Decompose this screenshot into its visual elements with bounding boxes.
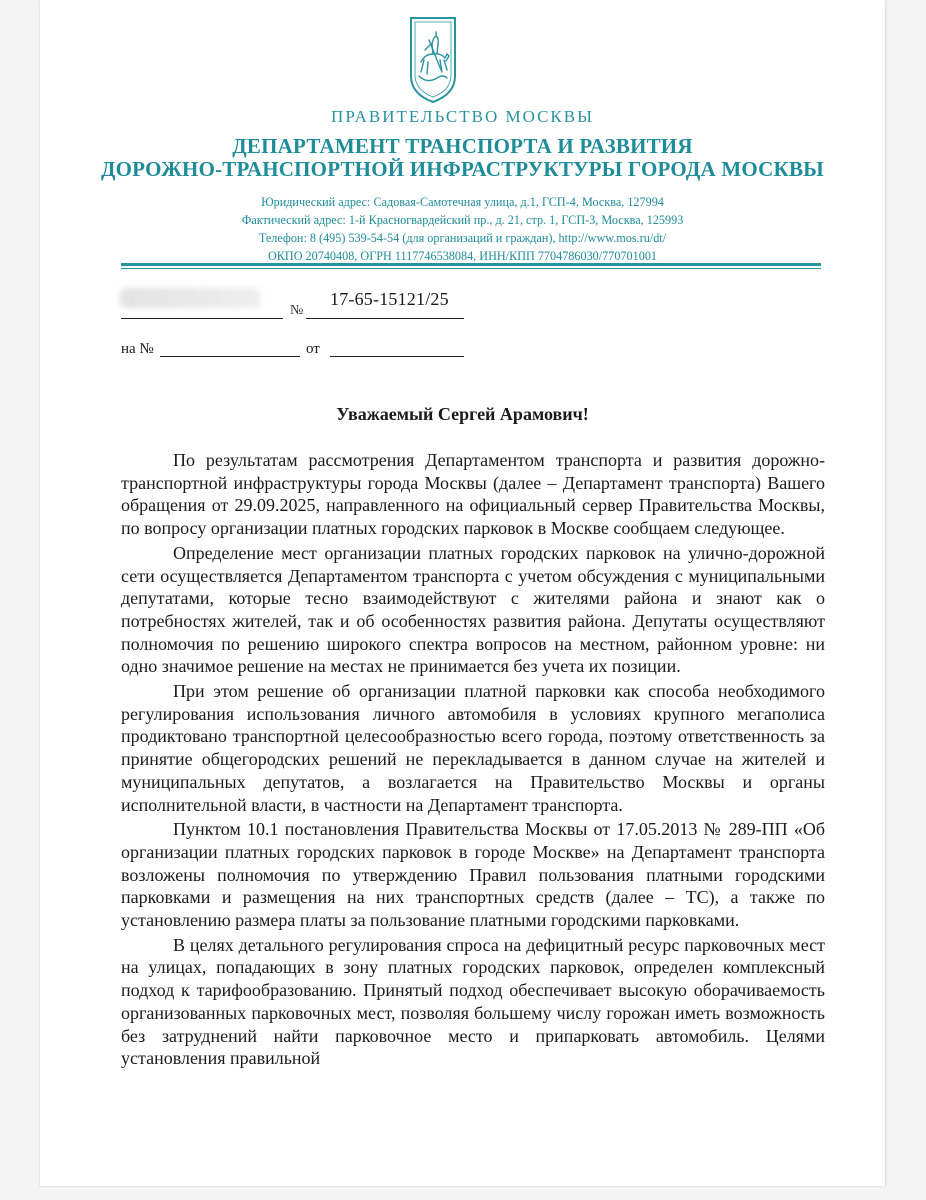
number-label: № xyxy=(290,303,304,318)
paragraph: Определение мест организации платных городских парковок на улично-дорожной сети осуществляется Департаментом транспорта с учетом обсуждения с муниципальными депутатами, которые тесно взаимодействуют с жителями района и знают как о потребностях жителей, так и об особенностях развития района. Депутаты осуществляют полномочия по решению широкого спектра вопросов на местном, районном уровне: ни одно значимое решение на местах не принимается без учета их позиции. xyxy=(121,542,825,677)
from-label: от xyxy=(306,341,320,357)
department-title-line1: ДЕПАРТАМЕНТ ТРАНСПОРТА И РАЗВИТИЯ xyxy=(232,134,693,158)
actual-address: Фактический адрес: 1-й Красногвардейский пр., д. 21, стр. 1, ГСП-3, Москва, 125993 xyxy=(241,213,684,227)
reply-to-label: на № xyxy=(121,341,154,357)
paragraph: При этом решение об организации платной парковки как способа необходимого регулирования использования личного автомобиля в условиях крупного мегаполиса продиктовано транспортной целесообразностью всего города, поэтому ответственность за принятие общегородских решений не перекладывается в данном случае на жителей и муниципальных депутатов, а возлагается на Правительство Москвы и органы исполнительной власти, в частности на Департамент транспорта. xyxy=(121,681,825,815)
government-title: ПРАВИТЕЛЬСТВО МОСКВЫ xyxy=(331,107,594,126)
department-title-line2: ДОРОЖНО-ТРАНСПОРТНОЙ ИНФРАСТРУКТУРЫ ГОРОДА МОСКВЫ xyxy=(100,157,824,181)
phone-website: Телефон: 8 (495) 539-54-54 (для организаций и граждан), http://www.mos.ru/dt/ xyxy=(258,231,667,245)
header-divider-thin xyxy=(121,268,821,269)
reply-date-underline xyxy=(330,356,464,357)
salutation: Уважаемый Сергей Арамович! xyxy=(336,404,589,424)
contact-block xyxy=(40,193,885,265)
date-underline xyxy=(121,318,283,319)
moscow-coat-of-arms-icon xyxy=(407,14,459,106)
legal-address: Юридический адрес: Садовая-Самотечная улица, д.1, ГСП-4, Москва, 127994 xyxy=(261,195,664,209)
redacted-date xyxy=(120,288,260,308)
outgoing-number: 17-65-15121/25 xyxy=(330,289,449,309)
letter-body xyxy=(121,449,825,1070)
header-divider-thick xyxy=(121,263,821,266)
registration-codes: ОКПО 20740408, ОГРН 1117746538084, ИНН/КПП 7704786030/770701001 xyxy=(267,249,658,263)
reply-number-underline xyxy=(160,356,300,357)
paragraph: Пунктом 10.1 постановления Правительства Москвы от 17.05.2013 № 289-ПП «Об организации платных городских парковок в городе Москве» на Департамент транспорта возложены полномочия по утверждению Правил пользования платными городскими парковками и размещения на них транспортных средств (далее – ТС), а также по установлению размера платы за пользование платными городскими парковками. xyxy=(121,819,825,931)
paragraph: В целях детального регулирования спроса на дефицитный ресурс парковочных мест на улицах, попадающих в зону платных городских парковок, определен комплексный подход к тарифообразованию. Принятый подход обеспечивает высокую оборачиваемость организованных парковочных мест, позволяя большему числу горожан иметь возможность без затруднений найти парковочное место и припарковать автомобиль. Целями установления правильной xyxy=(121,934,825,1069)
paragraph: По результатам рассмотрения Департаментом транспорта и развития дорожно-транспортной инфраструктуры города Москвы (далее – Департамент транспорта) Вашего обращения от 29.09.2025, направленного на официальный сервер Правительства Москвы, по вопросу организации платных городских парковок в Москве сообщаем следующее. xyxy=(121,450,825,539)
number-underline xyxy=(306,318,464,319)
